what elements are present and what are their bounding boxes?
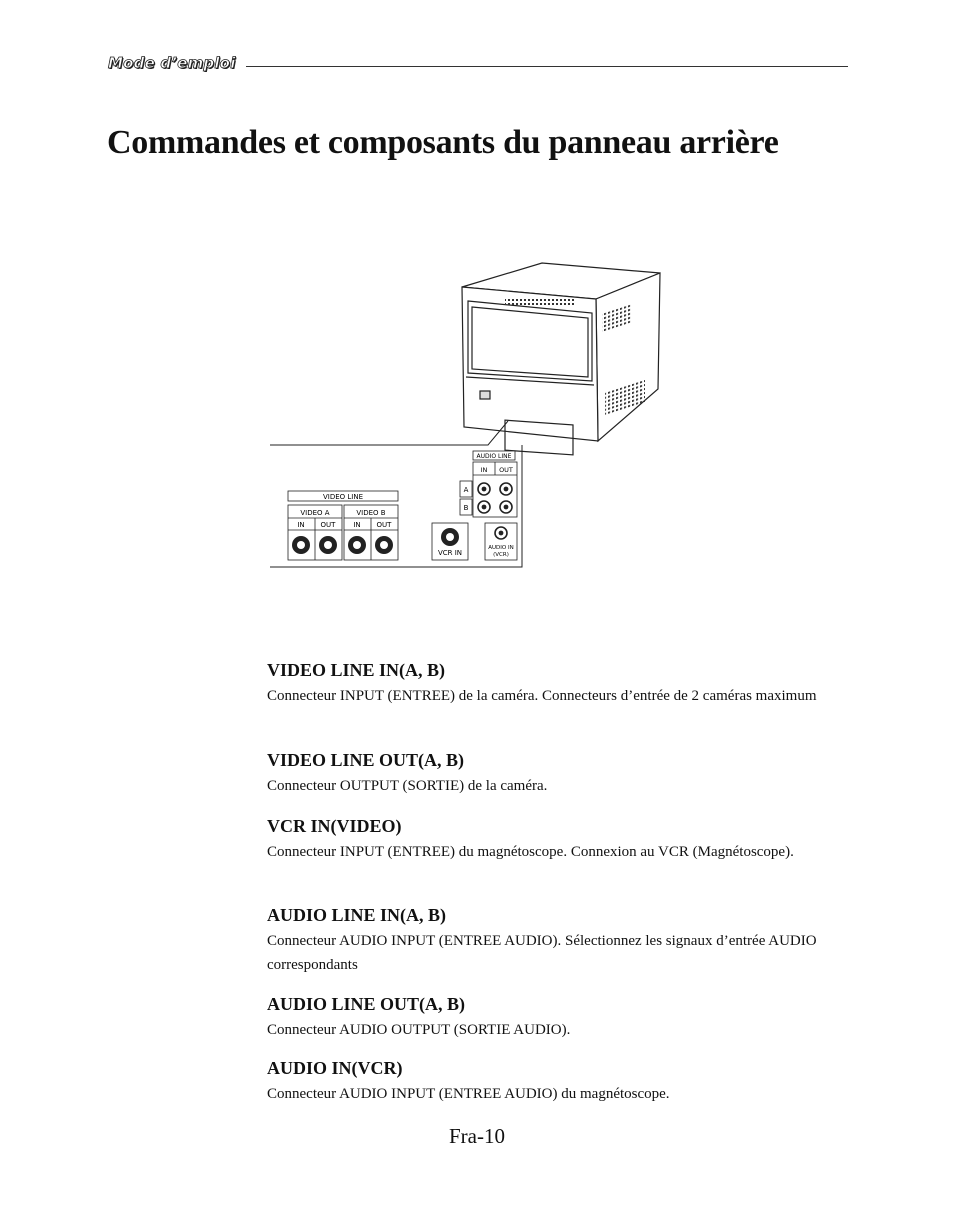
section-video-line-out [267, 748, 837, 814]
audio-line-label: AUDIO LINE [476, 453, 512, 460]
video-b-label: VIDEO B [356, 509, 386, 517]
header-rule [246, 66, 848, 67]
monitor-illustration [462, 263, 660, 455]
section-audio-in-vcr [267, 1056, 837, 1106]
section-video-line-in [267, 658, 837, 748]
section-title: AUDIO LINE IN(A, B) [267, 905, 447, 925]
connector-descriptions [267, 658, 837, 1106]
header-label: Mode d’emploi [108, 54, 236, 72]
section-title: AUDIO IN(VCR) [267, 1058, 403, 1078]
rear-panel-diagram [260, 255, 680, 575]
video-a-in-label: IN [297, 521, 305, 529]
video-b-in-label: IN [353, 521, 361, 529]
audio-in-label: IN [480, 466, 488, 474]
video-b-out-label: OUT [376, 521, 392, 529]
video-line-label: VIDEO LINE [322, 493, 364, 501]
section-audio-line-in [267, 903, 837, 992]
section-title: VIDEO LINE OUT(A, B) [267, 750, 465, 770]
audio-in-vcr-label-2: (VCR) [493, 552, 509, 558]
video-a-label: VIDEO A [300, 509, 330, 517]
video-a-out-label: OUT [320, 521, 336, 529]
section-text: Connecteur INPUT (ENTREE) du magnétoscope. Connexion au VCR (Magnétoscope). [267, 844, 794, 860]
audio-out-label: OUT [499, 466, 513, 474]
section-text: Connecteur INPUT (ENTREE) de la caméra. Connecteurs d’entrée de 2 caméras maximum [267, 688, 817, 704]
section-title: VIDEO LINE IN(A, B) [267, 660, 446, 680]
vent-grille-top [505, 299, 575, 307]
section-text: Connecteur AUDIO INPUT (ENTREE AUDIO). Sélectionnez les signaux d’entrée AUDIO correspondants [267, 933, 817, 973]
page-title: Commandes et composants du panneau arrière [107, 124, 779, 161]
section-text: Connecteur OUTPUT (SORTIE) de la caméra. [267, 778, 548, 794]
audio-in-vcr-label-1: AUDIO IN [488, 545, 514, 551]
section-title: AUDIO LINE OUT(A, B) [267, 994, 466, 1014]
section-audio-line-out [267, 992, 837, 1056]
audio-a-label: A [463, 486, 469, 494]
section-title: VCR IN(VIDEO) [267, 816, 402, 836]
vcr-in-label: VCR IN [437, 549, 463, 557]
section-text: Connecteur AUDIO OUTPUT (SORTIE AUDIO). [267, 1022, 571, 1038]
section-vcr-in [267, 814, 837, 903]
page-number: Fra-10 [449, 1124, 505, 1148]
running-header [108, 52, 848, 76]
audio-b-label: B [463, 504, 469, 512]
section-text: Connecteur AUDIO INPUT (ENTREE AUDIO) du magnétoscope. [267, 1086, 670, 1102]
